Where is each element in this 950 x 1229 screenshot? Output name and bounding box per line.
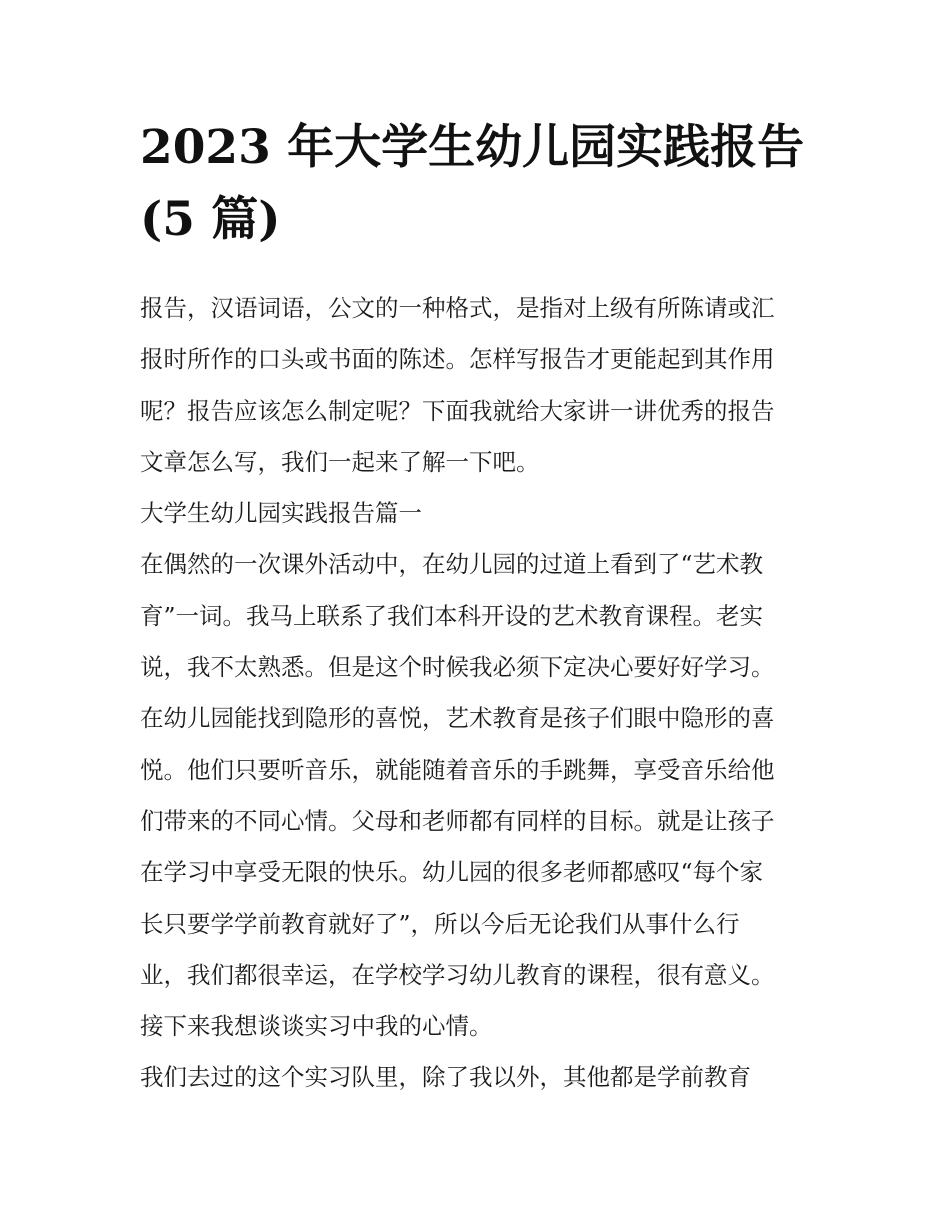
paragraph-line: 育”一词。我马上联系了我们本科开设的艺术教育课程。老实 <box>140 601 764 630</box>
intro-line: 报告，汉语词语，公文的一种格式，是指对上级有所陈请或汇 <box>140 294 775 322</box>
paragraph-line: 在幼儿园能找到隐形的喜悦，艺术教育是孩子们眼中隐形的喜 <box>140 704 775 733</box>
paragraph-line: 在学习中享受无限的快乐。幼儿园的很多老师都感叹“每个家 <box>140 858 764 887</box>
section-heading: 大学生幼儿园实践报告篇一 <box>140 499 422 528</box>
document-title <box>140 112 830 256</box>
paragraph-line: 业，我们都很幸运，在学校学习幼儿教育的课程，很有意义。 <box>140 960 775 989</box>
document-body <box>140 283 840 1104</box>
intro-line: 呢？报告应该怎么制定呢？下面我就给大家讲一讲优秀的报告 <box>140 396 775 425</box>
title-line: 2023 年大学生幼儿园实践报告 <box>140 120 805 175</box>
intro-line: 文章怎么写，我们一起来了解一下吧。 <box>140 447 540 476</box>
paragraph-line: 们带来的不同心情。父母和老师都有同样的目标。就是让孩子 <box>140 806 775 835</box>
paragraph-line: 悦。他们只要听音乐，就能随着音乐的手跳舞，享受音乐给他 <box>140 755 775 784</box>
paragraph-line: 说，我不太熟悉。但是这个时候我必须下定决心要好好学习。 <box>140 653 775 682</box>
paragraph-line: 我们去过的这个实习队里，除了我以外，其他都是学前教育 <box>140 1063 751 1092</box>
paragraph-line: 接下来我想谈谈实习中我的心情。 <box>140 1012 493 1041</box>
paragraph-line: 长只要学学前教育就好了”，所以今后无论我们从事什么行 <box>140 909 740 938</box>
title-line: (5 篇) <box>140 192 281 247</box>
paragraph-line: 在偶然的一次课外活动中，在幼儿园的过道上看到了“艺术教 <box>140 550 764 579</box>
intro-line: 报时所作的口头或书面的陈述。怎样写报告才更能起到其作用 <box>140 345 775 374</box>
